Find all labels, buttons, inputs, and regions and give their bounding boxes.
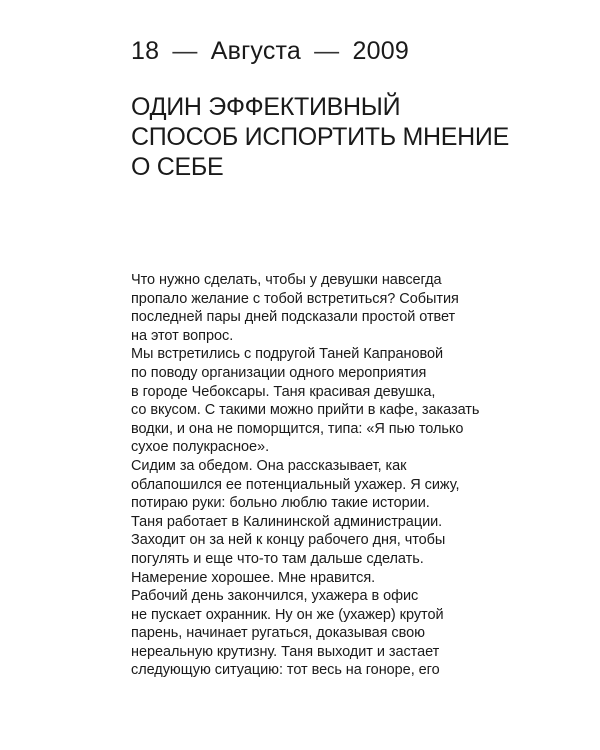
body-line: парень, начинает ругаться, доказывая свою [131, 625, 425, 642]
date-separator: — [314, 37, 340, 65]
body-line: пропало желание с тобой встретиться? События [131, 290, 459, 307]
body-line: Рабочий день закончился, ухажера в офис [131, 588, 419, 605]
body-line: облапошился ее потенциальный ухажер. Я сижу, [131, 476, 460, 493]
body-line: на этот вопрос. [131, 327, 234, 344]
body-line: нереальную крутизну. Таня выходит и застает [131, 643, 440, 660]
title-line: СПОСОБ ИСПОРТИТЬ МНЕНИЕ [131, 123, 509, 151]
body-line: в городе Чебоксары. Таня красивая девушка, [131, 383, 436, 400]
body-line: потираю руки: больно люблю такие истории. [131, 495, 430, 512]
entry-title [131, 92, 571, 182]
date-separator: — [172, 37, 198, 65]
body-line: сухое полукрасное». [131, 439, 270, 456]
date-year: 2009 [352, 37, 409, 65]
body-line: Таня работает в Калининской администрации. [131, 513, 443, 530]
body-line: погулять и еще что-то там дальше сделать. [131, 550, 424, 567]
body-line: следующую ситуацию: тот весь на гоноре, его [131, 662, 440, 679]
title-line: О СЕБЕ [131, 153, 224, 181]
entry-body [131, 271, 571, 680]
body-line: не пускает охранник. Ну он же (ухажер) крутой [131, 606, 444, 623]
body-line: водки, и она не поморщится, типа: «Я пью только [131, 420, 464, 437]
body-line: Сидим за обедом. Она рассказывает, как [131, 457, 407, 474]
body-line: Что нужно сделать, чтобы у девушки навсегда [131, 272, 442, 288]
body-line: Мы встретились с подругой Таней Капрановой [131, 346, 444, 363]
title-line: ОДИН ЭФФЕКТИВНЫЙ [131, 93, 401, 121]
body-line: последней пары дней подсказали простой ответ [131, 309, 456, 326]
entry-date [131, 36, 409, 66]
date-month: Августа [210, 37, 302, 65]
body-line: Намерение хорошее. Мне нравится. [131, 569, 376, 586]
body-line: Заходит он за ней к концу рабочего дня, чтобы [131, 532, 446, 549]
body-line: по поводу организации одного мероприятия [131, 364, 427, 381]
body-line: со вкусом. С такими можно прийти в кафе, заказать [131, 402, 480, 419]
date-day: 18 [131, 37, 160, 65]
